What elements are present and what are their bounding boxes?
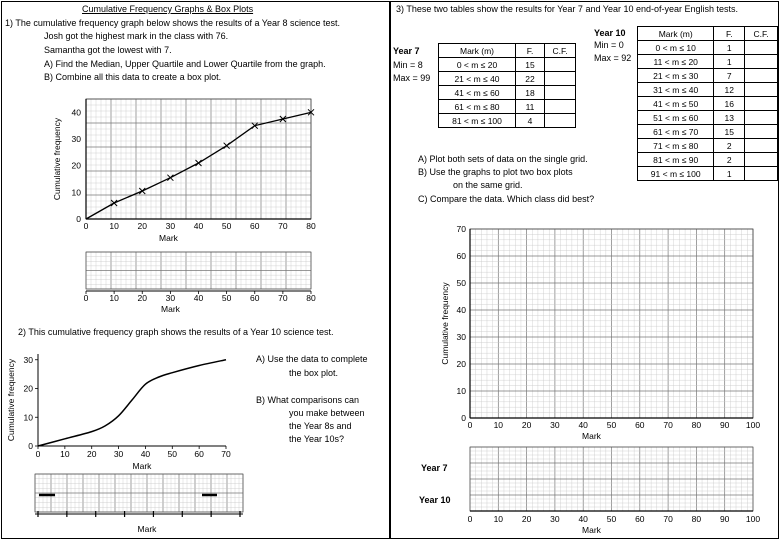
boxplot-tick-label: 80: [306, 293, 316, 303]
year10-cf-header: C.F.: [745, 27, 778, 41]
year7-max: Max = 99: [393, 73, 431, 83]
x-tick-label: 10: [109, 221, 119, 231]
year10-frequency-cell: 15: [714, 125, 745, 139]
year7-frequency-cell: 4: [516, 114, 545, 128]
x-axis-label: Mark: [582, 431, 601, 441]
x-tick-label: 20: [86, 449, 97, 459]
instruction-b1: B) Use the graphs to plot two box plots: [418, 167, 573, 177]
x-tick-label: 10: [493, 420, 504, 430]
year10-class-cell: 81 < m ≤ 90: [638, 153, 714, 167]
y-tick-label: 0: [28, 441, 33, 451]
year7-class-cell: 61 < m ≤ 80: [439, 100, 516, 114]
y-tick-label: 20: [71, 160, 81, 171]
y-tick-label: 20: [23, 383, 33, 394]
boxplot-tick-label: 20: [137, 293, 147, 303]
year10-class-cell: 91 < m ≤ 100: [638, 167, 714, 181]
q3-heading: 3) These two tables show the results for Year 7 and Year 10 end-of-year English tests.: [396, 4, 739, 14]
y-tick-label: 60: [456, 251, 466, 261]
x-tick-label: 70: [278, 221, 288, 231]
year7-frequency-cell: 18: [516, 86, 545, 100]
year10-class-cell: 71 < m ≤ 80: [638, 139, 714, 153]
year10-frequency-cell: 1: [714, 55, 745, 69]
x-tick-label: 0: [83, 221, 89, 231]
worksheet-title: Cumulative Frequency Graphs & Box Plots: [82, 4, 254, 14]
year10-mark-header: Mark (m): [638, 27, 714, 41]
boxplot-tick-label: 0: [83, 293, 89, 303]
data-point-cross: [224, 143, 230, 149]
x-tick-label: 40: [578, 420, 588, 430]
q1-line4: A) Find the Median, Upper Quartile and Lower Quartile from the graph.: [44, 59, 326, 69]
boxplot-axis-label: Mark: [137, 524, 157, 534]
year7-f-header: F.: [516, 44, 545, 58]
x-tick-label: 50: [221, 221, 232, 231]
year10-class-cell: 11 < m ≤ 20: [638, 55, 714, 69]
x-tick-label: 10: [60, 449, 70, 459]
right-panel: [390, 1, 779, 539]
x-tick-label: 0: [467, 420, 473, 430]
boxplot-year10-label: Year 10: [419, 495, 451, 505]
x-tick-label: 30: [113, 449, 124, 459]
boxplot-tick-label: 10: [493, 514, 504, 524]
year10-frequency-cell: 1: [714, 41, 745, 55]
x-tick-label: 70: [221, 449, 231, 459]
y-tick-label: 30: [71, 134, 81, 144]
year7-class-cell: 21 < m ≤ 40: [439, 72, 516, 86]
year10-class-cell: 41 < m ≤ 50: [638, 97, 714, 111]
x-tick-label: 100: [745, 420, 761, 430]
boxplot-tick-label: 70: [663, 514, 673, 524]
year7-class-cell: 0 < m ≤ 20: [439, 58, 516, 72]
year7-frequency-cell: 11: [516, 100, 545, 114]
x-tick-label: 40: [193, 221, 204, 231]
year10-class-cell: 61 < m ≤ 70: [638, 125, 714, 139]
year10-min: Min = 0: [594, 40, 624, 50]
year10-frequency-cell: 2: [714, 153, 745, 167]
boxplot-year7-label: Year 7: [421, 463, 448, 473]
y-tick-label: 40: [71, 107, 81, 118]
year7-class-cell: 41 < m ≤ 60: [439, 86, 516, 100]
boxplot-tick-label: 10: [109, 293, 119, 303]
x-tick-label: 90: [719, 420, 730, 430]
y-tick-label: 20: [456, 359, 466, 369]
year10-class-cell: 51 < m ≤ 60: [638, 111, 714, 125]
year7-class-cell: 81 < m ≤ 100: [439, 114, 516, 128]
year10-class-cell: 0 < m ≤ 10: [638, 41, 714, 55]
y-tick-label: 70: [456, 224, 466, 234]
boxplot-tick-label: 40: [193, 293, 204, 303]
instruction-c: C) Compare the data. Which class did best?: [418, 194, 595, 204]
year10-frequency-cell: 16: [714, 97, 745, 111]
x-tick-label: 40: [140, 449, 151, 459]
year7-cf-header: C.F.: [545, 44, 576, 58]
instruction-a: A) Plot both sets of data on the single grid.: [418, 154, 588, 164]
q1-line5: B) Combine all this data to create a box plot.: [44, 72, 222, 82]
q2-b-line2: you make between: [289, 408, 365, 418]
y-axis-label: Cumulative frequency: [6, 358, 16, 442]
year10-label: Year 10: [594, 28, 626, 38]
y-tick-label: 0: [461, 413, 466, 423]
year7-mark-header: Mark (m): [439, 44, 516, 58]
x-tick-label: 60: [250, 221, 260, 231]
boxplot-tick-label: 0: [467, 514, 473, 524]
x-tick-label: 30: [165, 221, 176, 231]
year7-min: Min = 8: [393, 60, 423, 70]
x-tick-label: 0: [35, 449, 41, 459]
q1-line3: Samantha got the lowest with 7.: [44, 45, 172, 55]
q2-b-line1: B) What comparisons can: [256, 395, 360, 405]
y-tick-label: 30: [23, 354, 33, 365]
y-tick-label: 40: [456, 305, 466, 315]
x-tick-label: 70: [663, 420, 673, 430]
x-axis-label: Mark: [159, 233, 178, 243]
year7-frequency-cell: 15: [516, 58, 545, 72]
year7-frequency-cell: 22: [516, 72, 545, 86]
q1-line2: Josh got the highest mark in the class with 76.: [44, 31, 229, 41]
left-panel: [1, 1, 390, 539]
year10-class-cell: 21 < m ≤ 30: [638, 69, 714, 83]
year10-max: Max = 92: [594, 53, 632, 63]
boxplot-axis-label: Mark: [161, 304, 180, 314]
y-tick-label: 10: [71, 187, 81, 198]
boxplot-tick-label: 20: [521, 514, 532, 524]
y-axis-label: Cumulative frequency: [52, 117, 62, 201]
boxplot-tick-label: 40: [578, 514, 588, 524]
x-tick-label: 50: [606, 420, 617, 430]
q2-a-line1: A) Use the data to complete: [256, 354, 368, 364]
year10-class-cell: 31 < m ≤ 40: [638, 83, 714, 97]
x-tick-label: 50: [167, 449, 178, 459]
y-axis-label: Cumulative frequency: [440, 282, 450, 365]
x-tick-label: 60: [194, 449, 204, 459]
x-tick-label: 80: [691, 420, 702, 430]
q2-b-line4: the Year 10s?: [289, 434, 345, 444]
boxplot-tick-label: 60: [635, 514, 645, 524]
cf-curve: [38, 360, 226, 446]
boxplot-tick-label: 30: [165, 293, 176, 303]
year7-label: Year 7: [393, 46, 420, 56]
x-tick-label: 20: [521, 420, 532, 430]
year10-frequency-cell: 12: [714, 83, 745, 97]
x-tick-label: 30: [550, 420, 560, 430]
x-tick-label: 80: [306, 221, 316, 231]
y-tick-label: 30: [456, 332, 466, 342]
year8-cf-chart: [2, 2, 391, 540]
data-point-cross: [167, 175, 173, 181]
boxplot-tick-label: 90: [719, 514, 730, 524]
cf-curve: [86, 112, 311, 219]
q2-a-line2: the box plot.: [289, 368, 339, 378]
boxplot-tick-label: 30: [550, 514, 560, 524]
blank-cf-grid-chart: [391, 2, 780, 540]
year10-frequency-cell: 13: [714, 111, 745, 125]
q2-b-line3: the Year 8s and: [289, 421, 352, 431]
y-tick-label: 0: [76, 214, 81, 224]
y-tick-label: 10: [23, 412, 33, 423]
y-tick-label: 10: [456, 386, 466, 396]
year10-frequency-cell: 2: [714, 139, 745, 153]
instruction-b2: on the same grid.: [453, 180, 523, 190]
x-tick-label: 20: [137, 221, 147, 231]
x-axis-label: Mark: [132, 461, 152, 471]
boxplot-tick-label: 80: [691, 514, 702, 524]
boxplot-tick-label: 50: [606, 514, 617, 524]
y-tick-label: 50: [456, 278, 466, 288]
boxplot-axis-label: Mark: [582, 525, 601, 535]
boxplot-tick-label: 70: [278, 293, 288, 303]
year10-frequency-cell: 7: [714, 69, 745, 83]
boxplot-tick-label: 50: [221, 293, 232, 303]
boxplot-tick-label: 100: [745, 514, 761, 524]
year10-f-header: F.: [714, 27, 745, 41]
q2-heading: 2) This cumulative frequency graph shows the results of a Year 10 science test.: [18, 327, 334, 337]
q1-line1: 1) The cumulative frequency graph below shows the results of a Year 8 science test.: [5, 18, 341, 28]
boxplot-tick-label: 60: [250, 293, 260, 303]
x-tick-label: 60: [635, 420, 645, 430]
year10-frequency-cell: 1: [714, 167, 745, 181]
